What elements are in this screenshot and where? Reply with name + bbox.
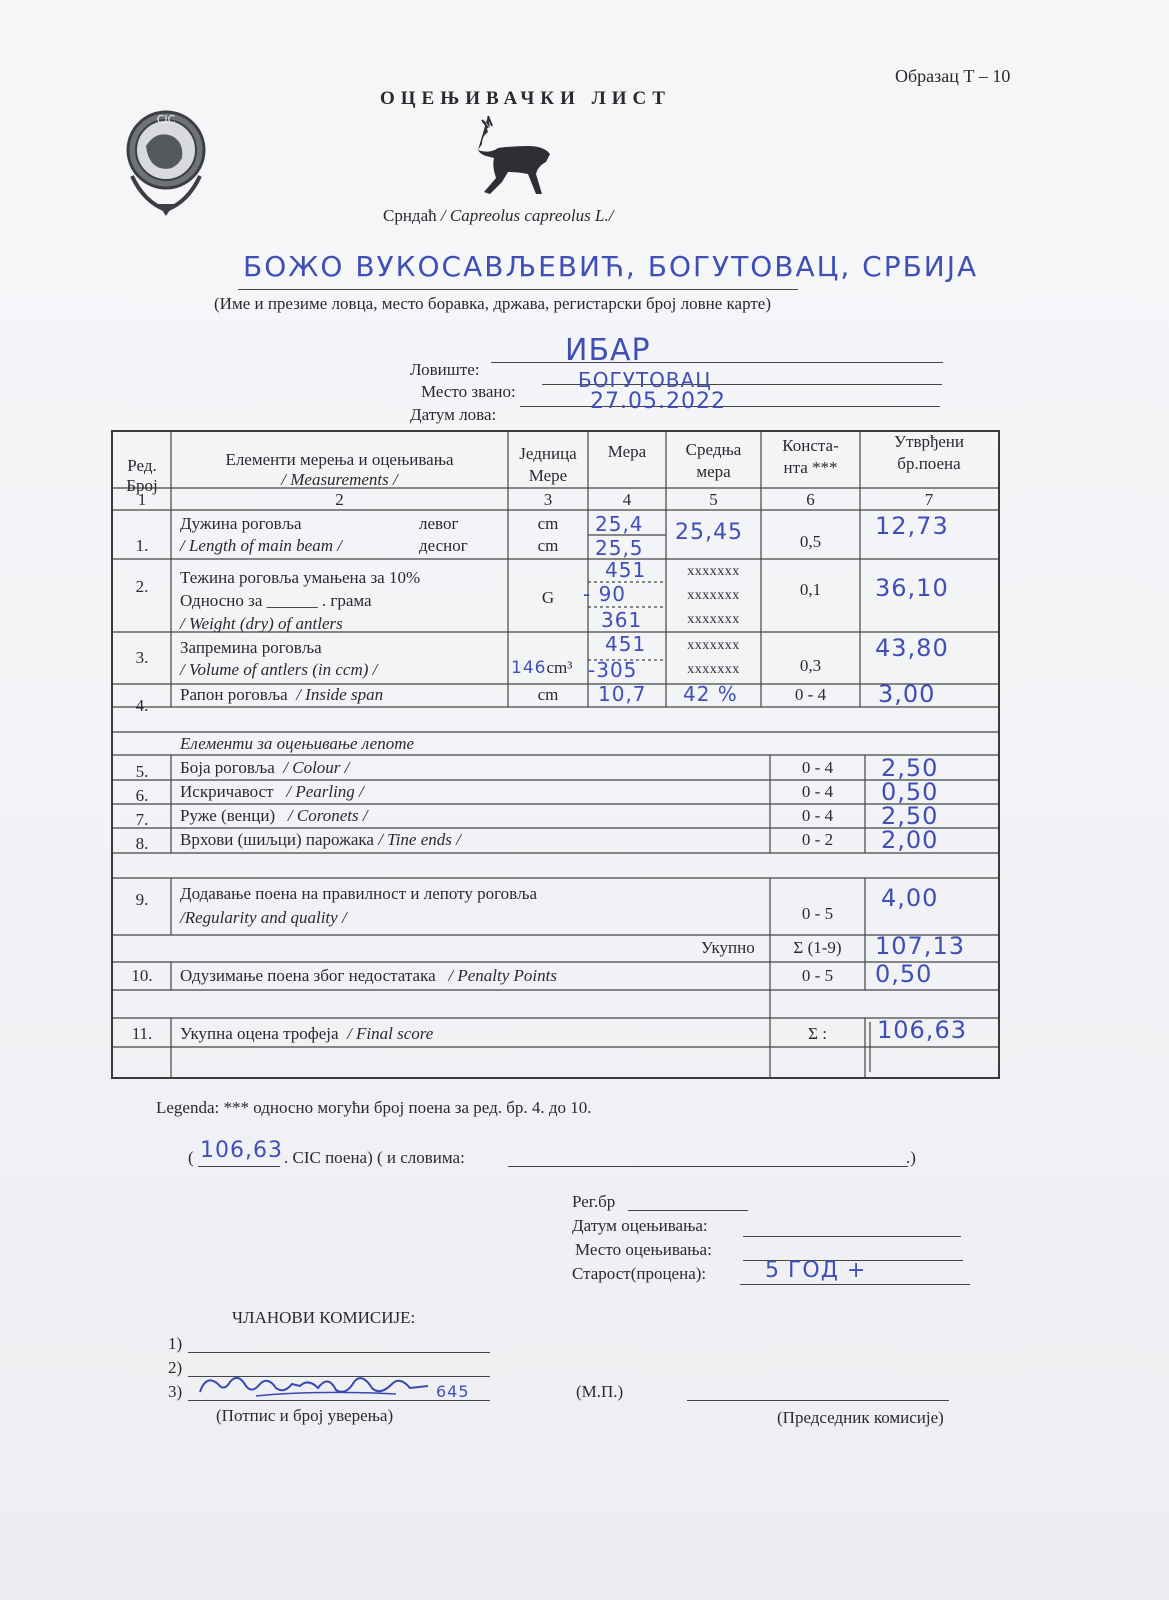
member-3-signature [196,1366,436,1400]
row6-name-label: Искричавост [180,782,274,801]
hunter-line [238,289,798,290]
total-sigma: Σ (1-9) [793,938,842,957]
president-line [687,1400,949,1401]
cic-points-open: ( [188,1148,194,1167]
row9-name: Додавање поена на правилност и лепоту роговља [180,884,538,903]
stamp-place: (М.П.) [576,1382,624,1401]
colnum-1: 1 [137,490,147,509]
eval-date-line [743,1236,961,1237]
row1-number: 1. [135,536,149,555]
hunting-ground-label: Ловиште: [410,360,480,379]
row5-number: 5. [135,762,149,781]
row3-measure-1: 451 [605,632,647,656]
row3-number: 3. [135,648,149,667]
row2-unit: G [541,588,555,607]
row6-constant: 0 - 4 [801,782,834,801]
row6-name [180,782,364,802]
cic-points-text: . CIC поена) ( и словима: [284,1148,465,1167]
row1-unit-left: cm [537,514,559,533]
row8-name-label: Врхови (шиљци) парожака [180,830,374,849]
member-3-label: 3) [168,1382,183,1401]
row8-number: 8. [135,834,149,853]
date-line [520,406,940,407]
hunter-caption: (Име и презиме ловца, место боравка, држава, регистарски број ловне карте) [214,294,771,313]
date-value: 27.05.2022 [590,389,726,414]
row10-name [180,966,557,986]
row3-unit [511,658,572,678]
place-label: Место звано: [421,382,516,401]
row1-measure-right: 25,5 [595,536,644,560]
hunting-ground-line [491,362,943,363]
row7-points: 2,50 [881,802,939,830]
cic-points-value: 106,63 [200,1138,283,1163]
row4-name-label: Рапон роговља [180,685,288,704]
row7-name-en: / Coronets / [287,806,368,825]
row2-points: 36,10 [875,574,949,602]
row1-points: 12,73 [875,512,949,540]
roe-deer-illustration [468,114,560,196]
row1-measure-left: 25,4 [595,512,644,536]
colnum-2: 2 [335,490,344,509]
president-caption: (Председник комисије) [777,1408,944,1427]
row11-name-label: Укупна оцена трофеја [180,1024,339,1043]
row7-number: 7. [135,810,149,829]
row5-points: 2,50 [881,754,939,782]
row2-measure-2: - 90 [583,582,627,606]
row2-constant: 0,1 [799,580,822,599]
row4-percentage: 42 % [683,682,738,706]
age-label: Старост(процена): [572,1264,707,1283]
row9-points: 4,00 [881,884,939,912]
header-mera: Мера [607,442,647,461]
row5-name-label: Боја роговља [180,758,275,777]
row6-points: 0,50 [881,778,939,806]
member-1-line [188,1352,490,1353]
row2-x2: xxxxxxx [687,588,740,603]
row3-unit-hw: 146 [511,658,547,678]
reg-label: Рег.бр [572,1192,616,1211]
row2-x3: xxxxxxx [687,612,740,627]
row11-sigma: Σ : [808,1024,827,1043]
header-utvrdjeni-2: бр.поена [897,454,961,473]
row10-number: 10. [131,966,153,985]
row4-name [180,685,383,705]
row4-points: 3,00 [878,680,936,708]
total-points: 107,13 [875,932,965,960]
date-label: Датум лова: [410,405,497,424]
words-line [508,1166,908,1167]
row11-points: 106,63 [877,1016,967,1044]
species-latin: / Capreolus capreolus L./ [440,206,614,225]
row1-left-label: левог [419,514,459,533]
row3-constant: 0,3 [799,656,822,675]
species [383,206,613,226]
header-measurements: / Measurements / [281,470,398,489]
page-title: ОЦЕЊИВАЧКИ ЛИСТ [380,88,671,109]
cic-points-close: .) [906,1148,916,1167]
row8-points: 2,00 [881,826,939,854]
row3-measure-2: -305 [588,658,638,682]
age-line [740,1284,970,1285]
total-label: Укупно [701,938,755,957]
header-srednja-2: мера [696,462,731,481]
row3-x2: xxxxxxx [687,662,740,677]
row1-unit-right: cm [537,536,559,555]
cic-points-line [198,1166,280,1167]
place-value: БОГУТОВАЦ [578,368,712,392]
row3-unit-label: cm³ [546,658,573,677]
row4-name-en: / Inside span [296,685,384,704]
header-unit-2: Мере [528,466,568,485]
row1-name-en: / Length of main beam / [180,536,342,555]
reg-line [628,1210,748,1211]
row2-measure-3: 361 [601,608,643,632]
sign-caption: (Потпис и број уверења) [216,1406,394,1425]
row2-number: 2. [135,577,149,596]
row6-number: 6. [135,786,149,805]
colnum-7: 7 [924,490,934,509]
header-konstanta-2: нта *** [783,458,838,477]
row2-name-en: / Weight (dry) of antlers [180,614,343,633]
row3-points: 43,80 [875,634,949,662]
row8-constant: 0 - 2 [801,830,834,849]
row2-name: Тежина роговља умањена за 10% [180,568,421,587]
cic-logo [124,106,212,218]
row5-constant: 0 - 4 [801,758,834,777]
row4-unit: cm [537,685,559,704]
row11-name-en: / Final score [347,1024,434,1043]
row1-name: Дужина роговља [180,514,302,533]
row10-name-label: Одузимање поена због недостатака [180,966,436,985]
header-konstanta-1: Конста- [782,436,839,455]
row9-name-en: /Regularity and quality / [180,908,347,927]
header-rb-line1: Ред. [127,456,157,475]
legend: Legenda: *** односно могући број поена за ред. бр. 4. до 10. [156,1098,592,1117]
row1-average: 25,45 [675,520,743,545]
row3-name-en: / Volume of antlers (in ccm) / [180,660,378,679]
row9-number: 9. [135,890,149,909]
row9-constant: 0 - 5 [801,904,834,923]
row2-x1: xxxxxxx [687,564,740,579]
form-code: Образац Т – 10 [895,66,1011,86]
header-srednja-1: Средња [685,440,742,459]
member-3-certificate-number: 645 [436,1382,470,1401]
colnum-6: 6 [806,490,815,509]
row5-name-en: / Colour / [283,758,350,777]
header-rb-line2: Број [126,476,158,495]
row6-name-en: / Pearling / [286,782,364,801]
row8-name-en: / Tine ends / [378,830,461,849]
species-label: Срндаћ [383,206,437,225]
header-elements: Елементи мерења и оцењивања [225,450,454,469]
row4-constant: 0 - 4 [794,685,827,704]
row10-points: 0,50 [875,960,933,988]
row10-name-en: / Penalty Points [448,966,557,985]
row1-right-label: десног [419,536,468,555]
header-utvrdjeni-1: Утврђени [894,432,964,451]
row2-measure-1: 451 [605,558,647,582]
row10-constant: 0 - 5 [801,966,834,985]
row5-name [180,758,349,778]
beauty-section-header: Елементи за оцењивање лепоте [180,734,415,753]
colnum-4: 4 [622,490,632,509]
eval-place-label: Место оцењивања: [575,1240,712,1259]
row2-name-2: Односно за ______ . грама [180,591,372,610]
svg-text:CIC: CIC [156,113,176,126]
row8-name [180,830,461,850]
row3-x1: xxxxxxx [687,638,740,653]
row3-name: Запремина роговља [180,638,322,657]
row1-constant: 0,5 [799,532,822,551]
score-table [111,430,1000,1079]
member-1-label: 1) [168,1334,183,1353]
eval-date-label: Датум оцењивања: [572,1216,708,1235]
row11-name [180,1024,433,1044]
row11-number: 11. [131,1024,153,1043]
hunter-name: БОЖО ВУКОСАВЉЕВИЋ, БОГУТОВАЦ, СРБИЈА [243,250,979,283]
row7-constant: 0 - 4 [801,806,834,825]
commission-title: ЧЛАНОВИ КОМИСИЈЕ: [232,1308,416,1327]
header-unit-1: Једница [519,444,577,463]
member-2-label: 2) [168,1358,183,1377]
row4-measure: 10,7 [598,682,647,706]
row7-name-label: Руже (венци) [180,806,276,825]
colnum-5: 5 [709,490,718,509]
age-value: 5 ГОД + [765,1258,867,1283]
row7-name [180,806,368,826]
row4-number: 4. [135,696,149,715]
colnum-3: 3 [543,490,553,509]
hunting-ground-value: ИБАР [565,333,651,368]
